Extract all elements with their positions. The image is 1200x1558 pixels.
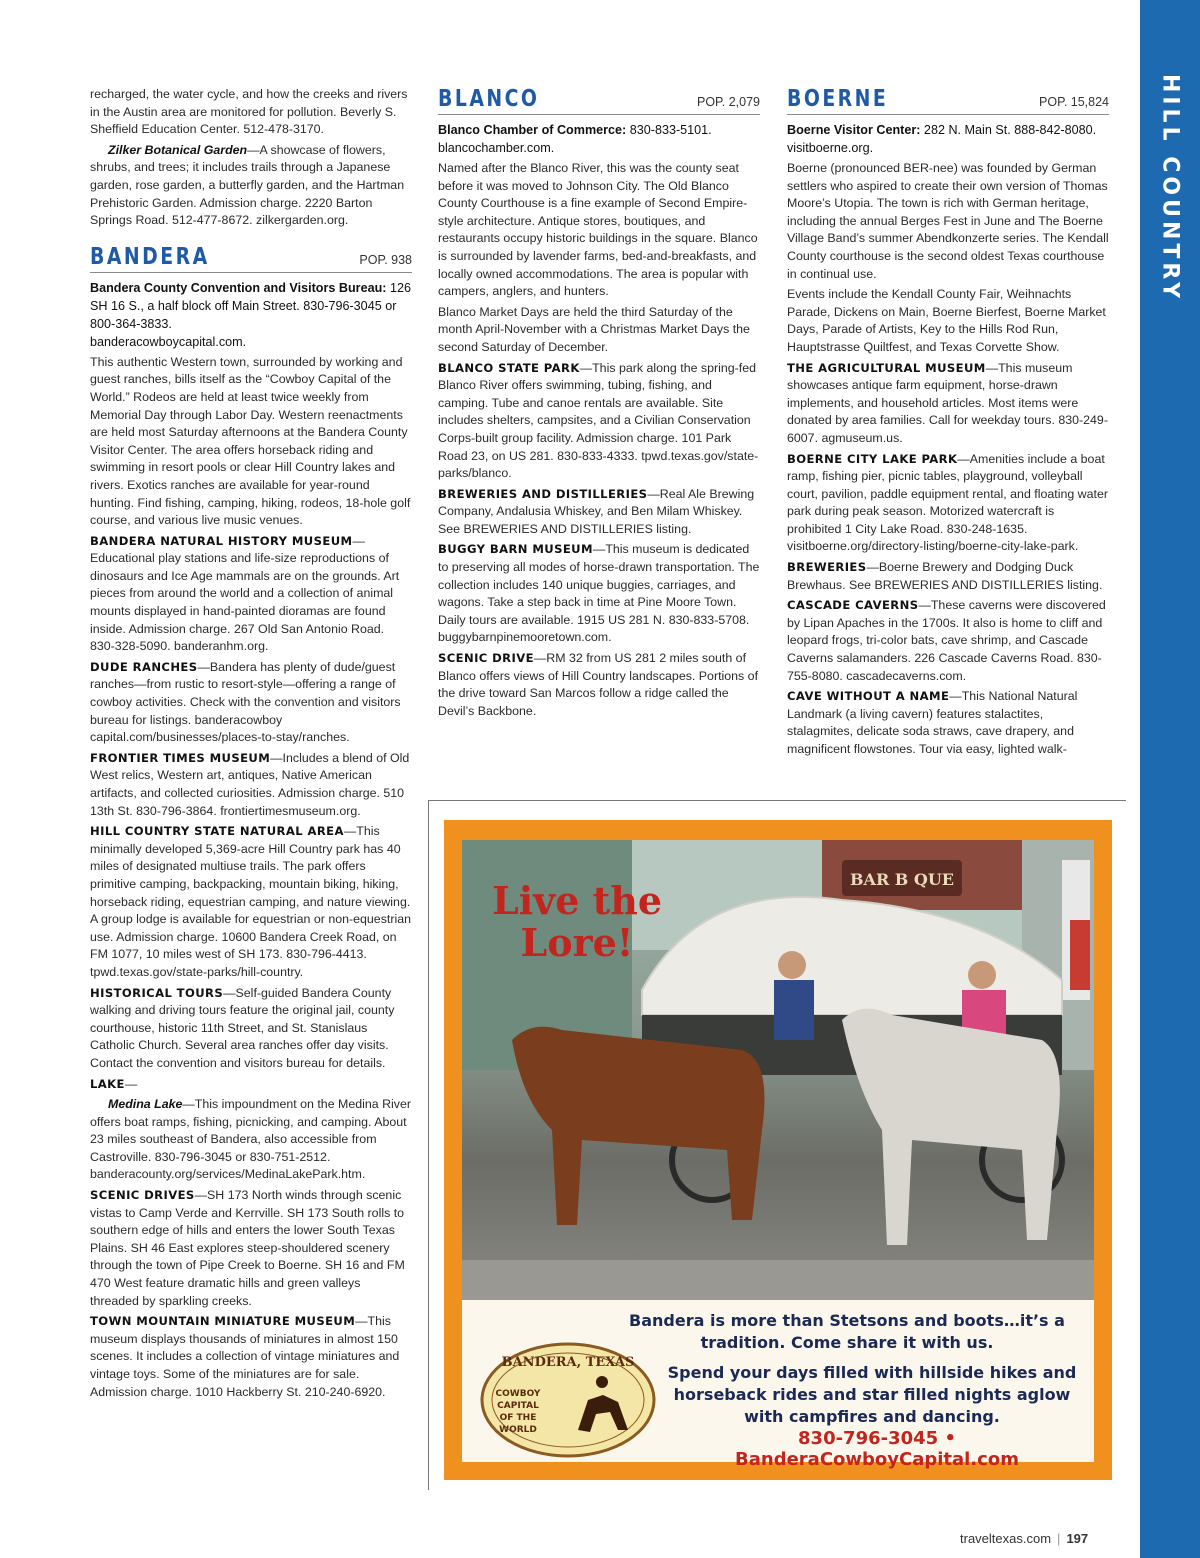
info-url: blancochamber.com. xyxy=(438,141,555,155)
population: POP. 15,824 xyxy=(1039,95,1109,110)
listing-entry xyxy=(438,486,760,539)
entry-key: SCENIC DRIVE xyxy=(438,651,534,666)
column-3 xyxy=(787,86,1109,762)
town-description: Blanco Market Days are held the third Saturday of the month April-November with a Christmas Market Days the second Saturday of December. xyxy=(438,304,750,354)
entry-text: —This museum showcases antique farm equipment, horse-drawn implements, and household articles. Most items were donated by area families. Call for weekday tours. 830-249-6007. agmuseum.us. xyxy=(787,360,1108,445)
entry-text: —Self-guided Bandera County walking and driving tours feature the original jail, county courthouse, historic 11th Street, and St. Stanislaus Catholic Church. Several area ranches offer day visits. Contact the convention and visitors bureau for details. xyxy=(90,985,395,1070)
entry-key: CAVE WITHOUT A NAME xyxy=(787,689,950,704)
entry-text: —This park along the spring-fed Blanco River offers swimming, tubing, fishing, and camping. Tube and canoe rentals are available. Site includes shelters, campsites, and a Civilian Conservation Corps-built group facility. Admission charge. 101 Park Road 23, on US 281. 830-833-4333. tpwd.texas.gov/state-parks/blanco. xyxy=(438,360,759,481)
badge-line: CAPITAL xyxy=(497,1401,539,1411)
listing-entry xyxy=(787,688,1109,758)
wagon-photo xyxy=(462,840,1094,1300)
entry-key: BREWERIES xyxy=(787,560,867,575)
entry-key: Medina Lake xyxy=(108,1097,183,1112)
badge-line: WORLD xyxy=(499,1425,537,1435)
headline-line-1: Live the xyxy=(492,878,662,923)
barbque-sign: BAR B QUE xyxy=(850,870,954,889)
entry-text: —These caverns were discovered by Lipan Apaches in the 1700s. It also is home to cliff and leopard frogs, tri-color bats, cave shrimp, and Cascade Caverns salamanders. 226 Cascade Caverns Road. 830-755-8080. cascadecaverns.com. xyxy=(787,598,1106,683)
footer-divider: | xyxy=(1057,1531,1061,1546)
entry-key: FRONTIER TIMES MUSEUM xyxy=(90,750,271,765)
town-name: BLANCO xyxy=(438,86,540,112)
cowboy-capital-badge xyxy=(478,1340,658,1458)
page-number: 197 xyxy=(1066,1531,1089,1546)
entry-key: SCENIC DRIVES xyxy=(90,1188,195,1203)
entry-key: BOERNE CITY LAKE PARK xyxy=(787,451,958,466)
entry-text: —This National Natural Landmark (a living cavern) features stalactites, stalagmites, delicate soda straws, cave drapery, and magnificent flowstones. Tour via easy, lighted walk- xyxy=(787,689,1078,756)
ad-headline xyxy=(492,880,662,964)
footer-site: traveltexas.com xyxy=(960,1531,1052,1546)
badge-title: BANDERA, TEXAS xyxy=(501,1355,635,1370)
entry-text: —Amenities include a boat ramp, fishing pier, picnic tables, playground, volleyball court, pavilion, paddle equipment rental, and floating water park during peak season. Motorized watercraft is prohibited 1 City Lake Road. 830-248-1635. visitboerne.org/directory-listing/boerne-city-lake-park. xyxy=(787,451,1108,554)
info-url: banderacowboycapital.com. xyxy=(90,334,247,349)
town-description: Events include the Kendall County Fair, Weihnachts Parade, Dickens on Main, Boerne Bierfest, Boerne Market Days, Parade of Artists, Key to the Hills Rod Run, Hauptstrasse Quiltfest, and Texas Corvette Show. xyxy=(787,287,1106,354)
entry-key: BLANCO STATE PARK xyxy=(438,360,580,375)
visitor-info xyxy=(438,121,760,157)
entry-key: BREWERIES AND DISTILLERIES xyxy=(438,486,648,501)
entry-key: BANDERA NATURAL HISTORY MUSEUM xyxy=(90,533,353,548)
listing-entry xyxy=(90,1313,412,1401)
entry-key: HILL COUNTRY STATE NATURAL AREA xyxy=(90,824,344,839)
population: POP. 938 xyxy=(359,253,412,268)
column-2 xyxy=(438,86,760,723)
info-title: Boerne Visitor Center: xyxy=(787,123,921,137)
entry-key: HISTORICAL TOURS xyxy=(90,985,224,1000)
badge-line: COWBOY xyxy=(495,1389,541,1399)
entry-key: CASCADE CAVERNS xyxy=(787,598,919,613)
badge-line: OF THE xyxy=(499,1413,537,1423)
entry-text: —This museum displays thousands of miniatures in almost 150 scenes. It includes a collection of vintage miniatures and vintage toys. Some of the miniatures are for sale. Admission charge. 1010 Hackberry St. 210-240-6920. xyxy=(90,1314,400,1399)
boerne-header xyxy=(787,86,1109,115)
ad-text-panel xyxy=(462,1300,1094,1470)
entry-text: — xyxy=(124,1076,138,1091)
info-details: 126 SH 16 S., a half block off Main Street. 830-796-3045 or 800-364-3833. xyxy=(90,280,411,331)
info-title: Bandera County Convention and Visitors Bureau: xyxy=(90,280,387,295)
column-1 xyxy=(90,86,412,1404)
entry-key: DUDE RANCHES xyxy=(90,659,198,674)
entry-text: —This museum is dedicated to preserving all modes of horse-drawn transportation. The collection includes 140 unique buggies, carriages, and wagons. Take a step back in time at Pine Moore Town. Daily tours are available. 1915 US 281 N. 830-833-5708. buggybarnpinemooretown.com. xyxy=(438,542,760,645)
entry-text: —SH 173 North winds through scenic vistas to Camp Verde and Kerrville. SH 173 South rolls to southern edge of hills and enters the lower South Texas Plains. SH 46 East explores steep-shouldered scenery through the town of Pipe Creek to Boerne. SH 16 and FM 470 West feature dramatic hills and green valleys threaded by sparkling creeks. xyxy=(90,1188,405,1308)
entry-text: —This impoundment on the Medina River offers boat ramps, fishing, picnicking, and camping. About 23 miles southeast of Bandera, also accessible from Castroville. 830-796-3045 or 830-751-2512. banderacounty.org/services/MedinaLakePark.htm. xyxy=(90,1097,412,1182)
entry-text: —Bandera has plenty of dude/guest ranches—from rustic to resort-style—offering a range of cowboy activities. Check with the convention and visitors bureau for listings. banderacowboy capital.com/businesses/places-to-stay/ranches. xyxy=(90,659,401,745)
entry-key: THE AGRICULTURAL MUSEUM xyxy=(787,360,986,375)
entry-text: —RM 32 from US 281 2 miles south of Blanco offers views of Hill Country landscapes. Portions of the drive toward San Marcos follow a ridge called the Devil’s Backbone. xyxy=(438,651,759,718)
listing-entry xyxy=(90,1076,412,1094)
entry-text: —A showcase of flowers, shrubs, and trees; it includes trails through a Japanese garden, rose garden, a butterfly garden, and the Hartman Prehistoric Garden. Admission charge. 2220 Barton Springs Road. 512-477-8672. zilkergarden.org. xyxy=(90,142,405,228)
blanco-header xyxy=(438,86,760,115)
entry-text: —Educational play stations and life-size reproductions of dinosaurs and Ice Age mammals are on the grounds. Art pieces from around the world and a collection of animal mounts displayed in hand-painted dioramas are found inside. Admission charge. 267 Old San Antonio Road. 830-328-5090. banderanhm.org. xyxy=(90,533,400,654)
headline-line-2: Lore! xyxy=(520,920,634,965)
listing-entry xyxy=(438,541,760,647)
listing-entry xyxy=(90,985,412,1073)
listing-entry xyxy=(787,597,1109,685)
listing-entry xyxy=(787,360,1109,448)
visitor-info xyxy=(787,121,1109,157)
town-description: Named after the Blanco River, this was the county seat before it was moved to Johnson City. The Old Blanco County Courthouse is a fine example of Second Empire-style architecture. Antique stores, boutiques, and restaurants occupy historic buildings in the square. Blanco is surrounded by lavender farms, bed-and-breakfasts, and locally owned accommodations. The area is popular with campers, anglers, and hunters. xyxy=(438,161,758,299)
ad-description: Spend your days filled with hillside hikes and horseback rides and star filled nights aglow with campfires and dancing. xyxy=(667,1363,1077,1426)
listing-entry xyxy=(90,533,412,656)
listing-entry xyxy=(90,1187,412,1310)
entry-text: —This minimally developed 5,369-acre Hill Country park has 40 miles of designated multiuse trails. The park offers primitive camping, backpacking, mountain biking, hiking, horseback riding, equestrian camping, and nature viewing. A group lodge is available for equestrian or non-equestrian use. Admission charge. 10600 Bandera Creek Road, on FM 1077, 10 miles west of SH 173. 830-796-4413. tpwd.texas.gov/state-parks/hill-country. xyxy=(90,824,411,979)
entry-text: —Boerne Brewery and Dodging Duck Brewhaus. See BREWERIES AND DISTILLERIES listing. xyxy=(787,560,1103,592)
listing-entry xyxy=(90,823,412,981)
town-name: BANDERA xyxy=(90,243,210,270)
town-description: Boerne (pronounced BER-nee) was founded by German settlers who aspired to create their own version of Thomas Moore’s Utopia. The town is rich with German heritage, including the annual Berges Fest in June and The Boerne Village Band’s summer Abendkonzerte series. The Kendall County courthouse is the second oldest Texas courthouse in continual use. xyxy=(787,161,1109,281)
listing-entry xyxy=(787,559,1109,594)
town-description: This authentic Western town, surrounded by working and guest ranches, bills itself as the “Cowboy Capital of the World.” Rodeos are held at least twice weekly from Memorial Day through Labor Day. Western reenactments are held most Saturday afternoons at the Bandera County Visitor Center. The area offers horseback riding and swimming in resort pools or clear Hill Country lakes and rivers. Exotics ranches are available for year-round hunting. Find fishing, camping, hiking, rodeos, 18-hole golf course, and various live music venues. xyxy=(90,354,411,528)
listing-entry xyxy=(787,451,1109,557)
medina-entry xyxy=(90,1096,412,1184)
population: POP. 2,079 xyxy=(696,95,760,110)
section-label: HILL COUNTRY xyxy=(1157,73,1183,303)
listing-entry xyxy=(90,659,412,747)
info-title: Blanco Chamber of Commerce: xyxy=(438,123,627,137)
town-name: BOERNE xyxy=(787,86,889,112)
page-footer xyxy=(960,1531,1140,1546)
entry-key: BUGGY BARN MUSEUM xyxy=(438,542,593,557)
zilker-entry xyxy=(90,142,412,230)
bandera-header xyxy=(90,244,412,273)
intro-paragraph: recharged, the water cycle, and how the creeks and rivers in the Austin area are monitored for pollution. Beverly S. Sheffield Education Center. 512-478-3170. xyxy=(90,87,408,137)
entry-text: —Includes a blend of Old West relics, Western art, antiques, Native American artifacts, and collected curiosities. Admission charge. 510 13th St. 830-796-3864. frontiertimesmuseum.org. xyxy=(90,750,410,818)
entry-key: TOWN MOUNTAIN MINIATURE MUSEUM xyxy=(90,1314,356,1329)
listing-entry xyxy=(438,360,760,483)
info-details: 282 N. Main St. 888-842-8080. visitboerne.org. xyxy=(787,123,1097,155)
entry-key: Zilker Botanical Garden xyxy=(108,142,248,157)
listing-entry xyxy=(90,750,412,820)
visitor-info xyxy=(90,279,412,351)
info-details: 830-833-5101. xyxy=(626,123,712,137)
entry-text: —Real Ale Brewing Company, Andalusia Whiskey, and Ben Milam Whiskey. See BREWERIES AND DISTILLERIES listing. xyxy=(438,486,755,536)
listing-entry xyxy=(438,650,760,720)
ad-contact: 830-796-3045 • BanderaCowboyCapital.com xyxy=(735,1428,1019,1470)
entry-key: LAKE xyxy=(90,1076,125,1091)
ad-tagline: Bandera is more than Stetsons and boots…it’s a tradition. Come share it with us. xyxy=(629,1311,1065,1352)
bandera-advertisement xyxy=(444,820,1112,1480)
